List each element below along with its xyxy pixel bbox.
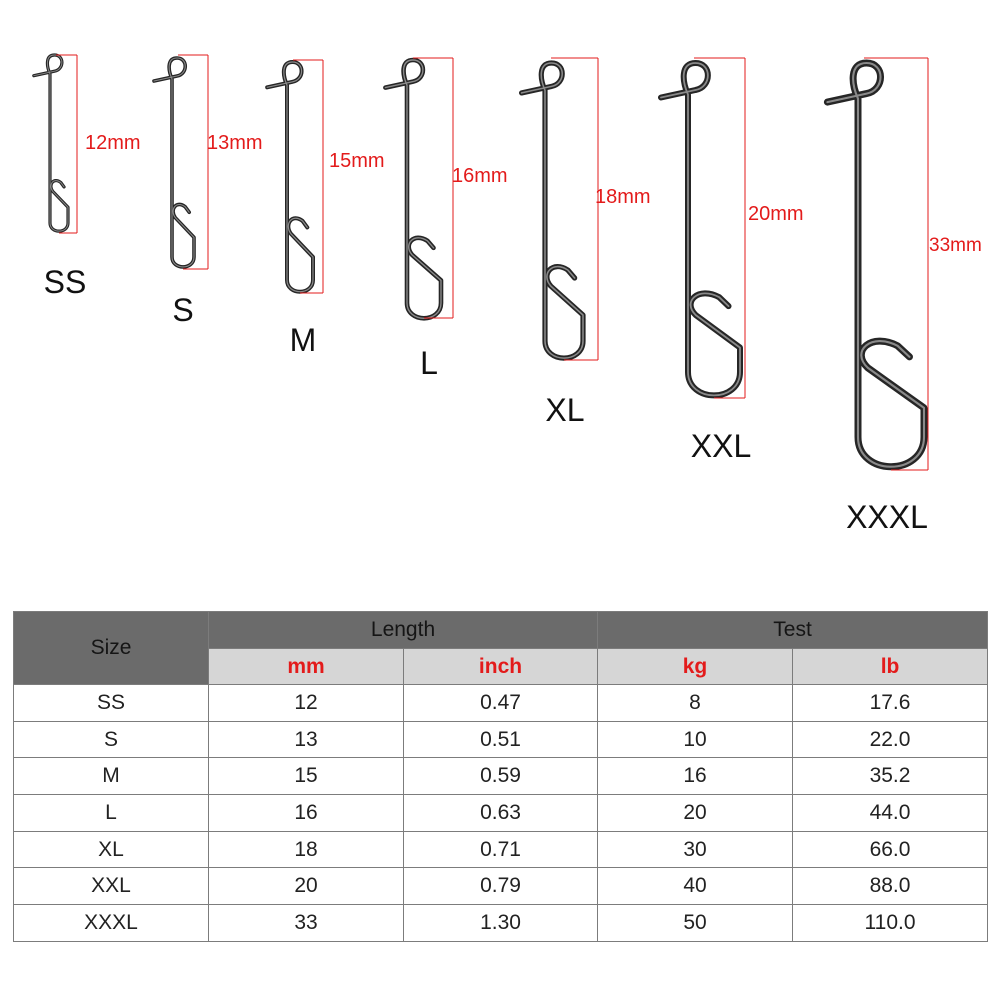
header-kg: kg	[598, 649, 793, 685]
cell-lb: 17.6	[793, 685, 988, 722]
cell-mm: 20	[209, 868, 404, 905]
size-label: XL	[545, 392, 585, 428]
table-row	[14, 795, 988, 832]
header-mm: mm	[209, 649, 404, 685]
cell-inch: 0.71	[404, 831, 598, 868]
clip-wire-highlight	[154, 58, 194, 267]
clip-wire	[827, 63, 924, 467]
table-row	[14, 868, 988, 905]
clip-wire-highlight	[522, 63, 583, 358]
cell-kg: 40	[598, 868, 793, 905]
length-label: 13mm	[207, 132, 263, 154]
table-row	[14, 905, 988, 942]
cell-mm: 15	[209, 758, 404, 795]
clip-xxxl	[827, 58, 981, 535]
clip-l	[385, 58, 507, 381]
cell-inch: 0.47	[404, 685, 598, 722]
size-label: SS	[43, 264, 87, 300]
clip-wire-highlight	[267, 62, 313, 292]
cell-inch: 0.59	[404, 758, 598, 795]
measure-line	[551, 58, 598, 360]
clip-wire-highlight	[661, 63, 740, 395]
size-label: XXL	[690, 428, 752, 464]
size-label: S	[172, 292, 194, 328]
table-row	[14, 685, 988, 722]
cell-mm: 33	[209, 905, 404, 942]
header-row-groups	[14, 612, 988, 649]
clip-wire	[267, 62, 313, 292]
cell-lb: 35.2	[793, 758, 988, 795]
header-inch: inch	[404, 649, 598, 685]
cell-mm: 13	[209, 721, 404, 758]
cell-lb: 110.0	[793, 905, 988, 942]
clip-wire-highlight	[385, 60, 441, 318]
cell-inch: 0.63	[404, 795, 598, 832]
clip-m	[267, 60, 384, 358]
clip-s	[154, 55, 263, 328]
cell-size: SS	[14, 685, 209, 722]
cell-inch: 0.51	[404, 721, 598, 758]
cell-inch: 1.30	[404, 905, 598, 942]
length-label: 18mm	[595, 186, 651, 208]
cell-size: XXL	[14, 868, 209, 905]
cell-lb: 88.0	[793, 868, 988, 905]
header-size: Size	[14, 612, 209, 685]
cell-kg: 16	[598, 758, 793, 795]
measure-line	[293, 60, 323, 293]
length-label: 16mm	[452, 165, 508, 187]
cell-kg: 10	[598, 721, 793, 758]
cell-kg: 20	[598, 795, 793, 832]
measure-line	[413, 58, 453, 318]
cell-size: XL	[14, 831, 209, 868]
table-row	[14, 831, 988, 868]
cell-kg: 8	[598, 685, 793, 722]
length-label: 15mm	[329, 150, 385, 172]
header-lb: lb	[793, 649, 988, 685]
cell-mm: 18	[209, 831, 404, 868]
clip-wire	[661, 63, 740, 395]
length-label: 33mm	[929, 235, 982, 256]
length-label: 12mm	[85, 132, 141, 154]
size-label: L	[420, 345, 438, 381]
cell-size: XXXL	[14, 905, 209, 942]
clip-wire	[385, 60, 441, 318]
clip-xl	[522, 58, 651, 428]
clip-wire	[522, 63, 583, 358]
cell-kg: 50	[598, 905, 793, 942]
size-label: XXXL	[846, 499, 928, 535]
size-spec-table	[13, 611, 988, 942]
size-label: M	[289, 322, 317, 358]
clip-wire-highlight	[827, 63, 924, 467]
cell-inch: 0.79	[404, 868, 598, 905]
cell-lb: 44.0	[793, 795, 988, 832]
cell-mm: 12	[209, 685, 404, 722]
clip-ss	[34, 55, 141, 300]
cell-lb: 66.0	[793, 831, 988, 868]
table-row	[14, 758, 988, 795]
cell-size: M	[14, 758, 209, 795]
table-row	[14, 721, 988, 758]
header-test: Test	[598, 612, 988, 649]
header-length: Length	[209, 612, 598, 649]
clip-wire	[34, 55, 68, 231]
cell-size: S	[14, 721, 209, 758]
cell-lb: 22.0	[793, 721, 988, 758]
length-label: 20mm	[748, 203, 804, 225]
cell-size: L	[14, 795, 209, 832]
cell-mm: 16	[209, 795, 404, 832]
clip-xxl	[661, 58, 804, 464]
clip-wire	[154, 58, 194, 267]
cell-kg: 30	[598, 831, 793, 868]
